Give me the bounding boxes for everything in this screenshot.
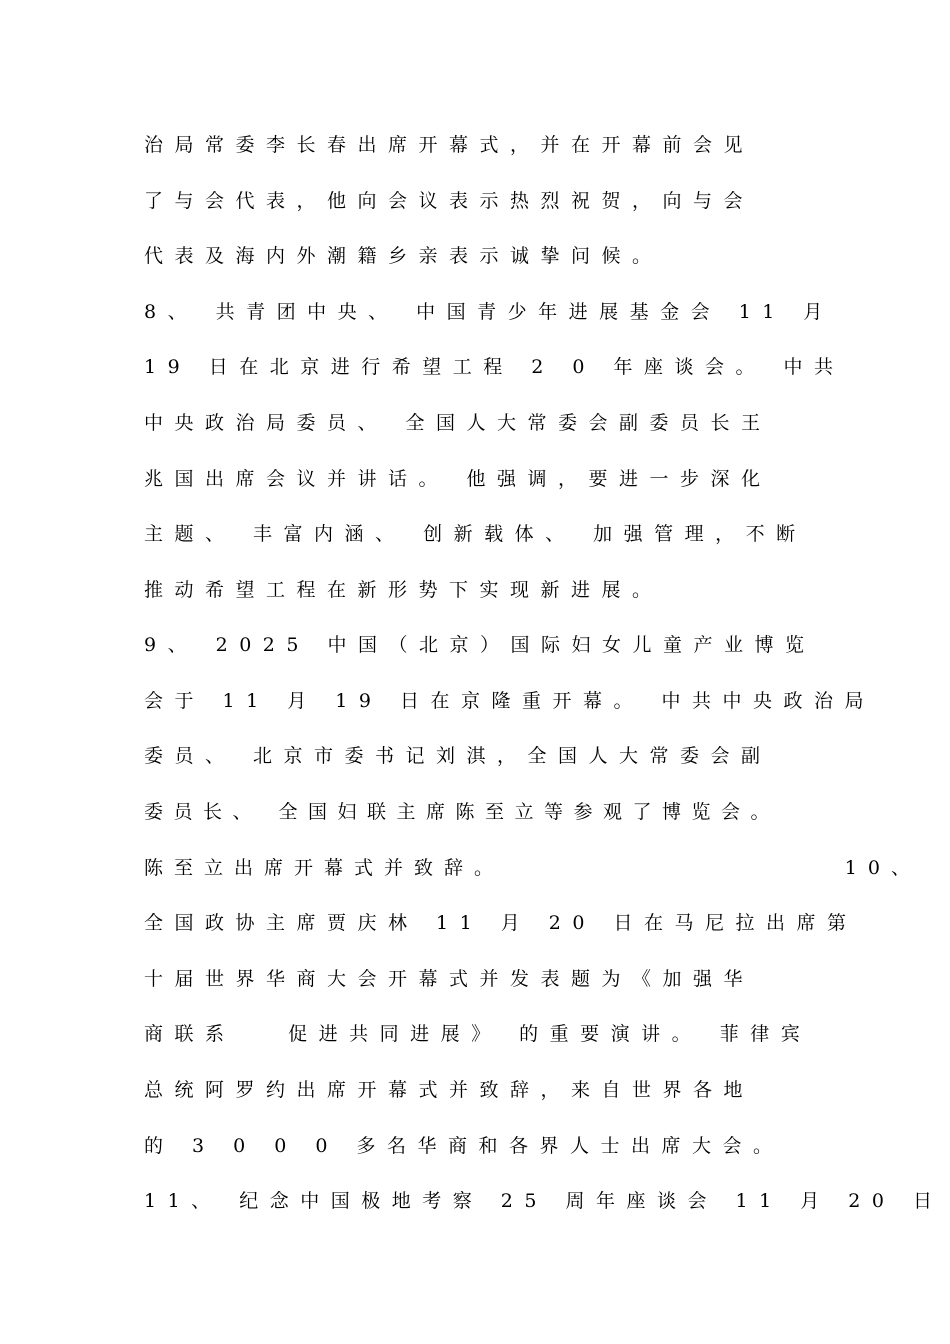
text-line: 兆国出席会议并讲话。 他强调，要进一步深化	[144, 468, 772, 490]
text-line: 8、 共青团中央、 中国青少年进展基金会 11 月	[144, 301, 834, 323]
text-line: 代表及海内外潮籍乡亲表示诚挚问候。	[144, 245, 663, 267]
text-line: 治局常委李长春出席开幕式，并在开幕前会见	[144, 134, 755, 156]
text-line: 19 日在北京进行希望工程 2 0 年座谈会。 中共	[144, 356, 845, 378]
text-line: 商联系 促进共同进展》 的重要演讲。 菲律宾	[144, 1023, 812, 1045]
text-line: 11、 纪念中国极地考察 25 周年座谈会 11 月 20 日	[144, 1190, 944, 1212]
text-line: 委员长、 全国妇联主席陈至立等参观了博览会。	[144, 801, 781, 823]
text-line: 十届世界华商大会开幕式并发表题为《加强华	[144, 968, 755, 990]
text-line: 中央政治局委员、 全国人大常委会副委员长王	[144, 412, 772, 434]
text-line: 9、 2025 中国（北京）国际妇女儿童产业博览	[144, 634, 816, 656]
text-line: 的 3 0 0 0 多名华商和各界人士出席大会。	[144, 1135, 784, 1157]
text-line: 会于 11 月 19 日在京隆重开幕。 中共中央政治局	[144, 690, 876, 712]
text-line: 全国政协主席贾庆林 11 月 20 日在马尼拉出席第	[144, 912, 858, 934]
text-line: 主题、 丰富内涵、 创新载体、 加强管理，不断	[144, 523, 807, 545]
text-line: 委员、 北京市委书记刘淇，全国人大常委会副	[144, 745, 772, 767]
text-line: 陈至立出席开幕式并致辞。 10、	[144, 857, 921, 879]
text-line: 总统阿罗约出席开幕式并致辞，来自世界各地	[144, 1079, 755, 1101]
text-line: 了与会代表，他向会议表示热烈祝贺，向与会	[144, 190, 755, 212]
text-line: 推动希望工程在新形势下实现新进展。	[144, 579, 663, 601]
